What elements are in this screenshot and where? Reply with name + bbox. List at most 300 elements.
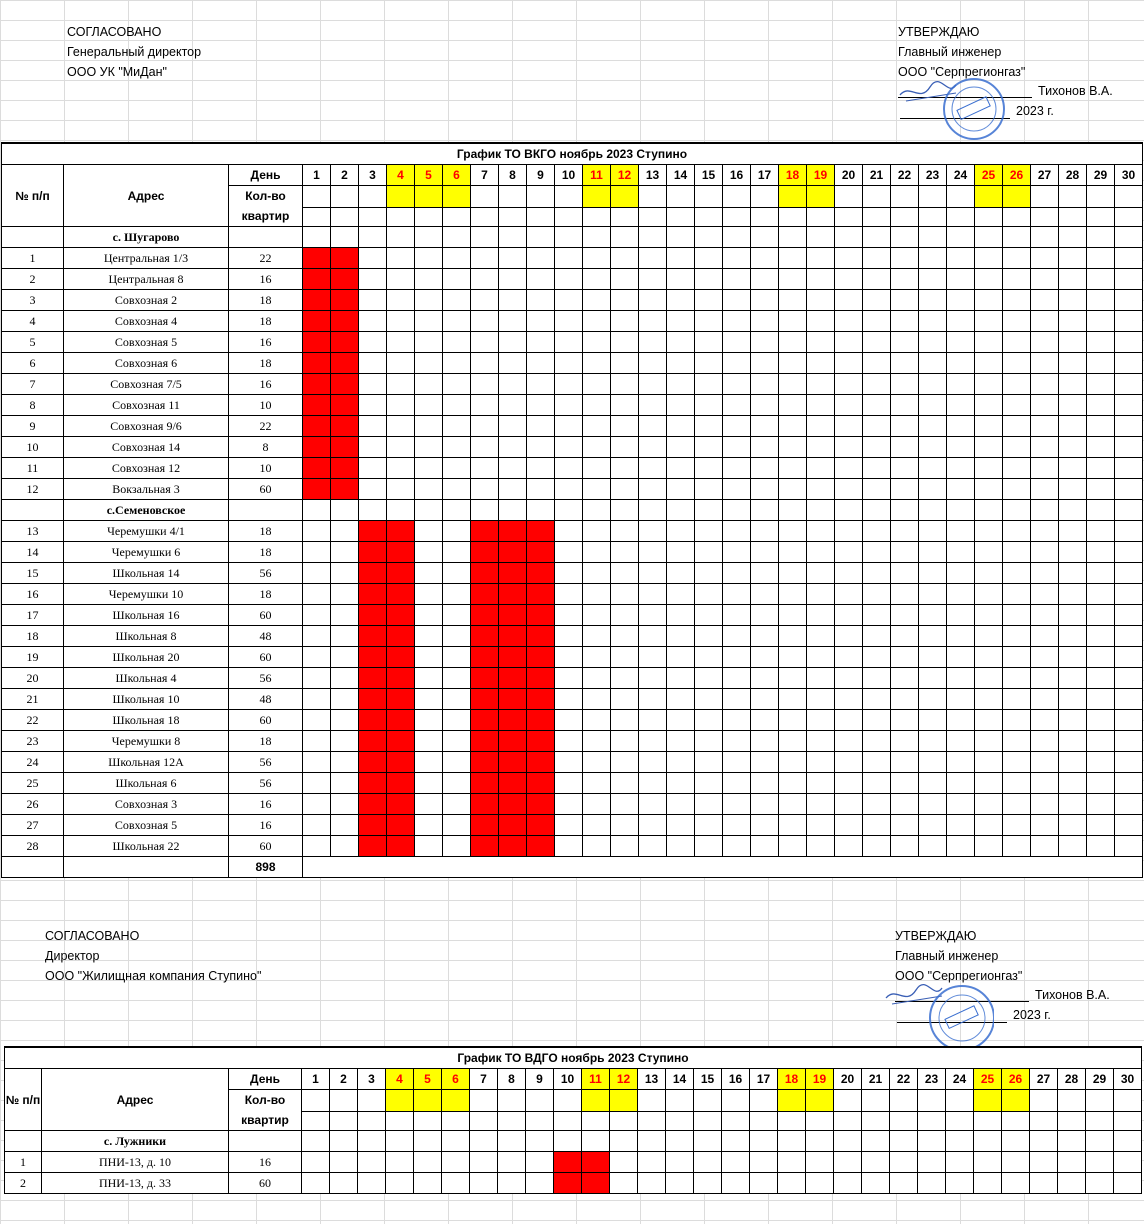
day-cell bbox=[751, 353, 779, 374]
day-cell bbox=[1115, 353, 1143, 374]
row-apartment-count: 18 bbox=[229, 311, 303, 332]
day-cell bbox=[639, 752, 667, 773]
day-cell bbox=[1031, 731, 1059, 752]
row-address: Центральная 1/3 bbox=[64, 248, 229, 269]
scheduled-day-cell bbox=[387, 710, 415, 731]
day-cell bbox=[1059, 269, 1087, 290]
day-cell bbox=[330, 1090, 358, 1112]
total-day-span bbox=[303, 857, 1143, 878]
day-cell bbox=[639, 353, 667, 374]
day-cell bbox=[359, 248, 387, 269]
day-cell bbox=[891, 458, 919, 479]
day-number: 27 bbox=[1030, 1069, 1058, 1090]
table-row bbox=[5, 1152, 1142, 1173]
day-cell bbox=[1059, 500, 1087, 521]
col-header-num: № п/п bbox=[2, 165, 64, 227]
day-cell bbox=[1031, 416, 1059, 437]
day-cell bbox=[555, 186, 583, 208]
day-cell bbox=[387, 416, 415, 437]
day-cell bbox=[1086, 1090, 1114, 1112]
day-cell bbox=[835, 752, 863, 773]
table-row bbox=[2, 437, 1143, 458]
day-cell bbox=[611, 605, 639, 626]
day-cell bbox=[834, 1152, 862, 1173]
day-cell bbox=[302, 1111, 330, 1130]
day-cell bbox=[639, 395, 667, 416]
day-number: 15 bbox=[694, 1069, 722, 1090]
day-cell bbox=[443, 290, 471, 311]
day-cell bbox=[779, 290, 807, 311]
day-cell bbox=[863, 269, 891, 290]
day-cell bbox=[639, 836, 667, 857]
day-cell bbox=[1087, 374, 1115, 395]
day-cell bbox=[722, 1173, 750, 1194]
section-row bbox=[2, 500, 1143, 521]
day-cell bbox=[583, 290, 611, 311]
day-cell bbox=[835, 584, 863, 605]
day-cell bbox=[470, 1131, 498, 1152]
scheduled-day-cell bbox=[554, 1152, 582, 1173]
day-header-row bbox=[2, 165, 1143, 186]
day-cell bbox=[1003, 458, 1031, 479]
day-cell bbox=[666, 1173, 694, 1194]
day-cell bbox=[415, 605, 443, 626]
day-cell bbox=[947, 332, 975, 353]
approver-position: Главный инженер bbox=[895, 949, 999, 963]
day-cell bbox=[751, 731, 779, 752]
day-cell bbox=[723, 458, 751, 479]
day-cell bbox=[414, 1152, 442, 1173]
day-cell bbox=[891, 311, 919, 332]
day-cell bbox=[1059, 207, 1087, 226]
day-cell bbox=[443, 479, 471, 500]
row-address: Совхозная 14 bbox=[64, 437, 229, 458]
day-cell bbox=[555, 269, 583, 290]
day-cell bbox=[835, 521, 863, 542]
row-number: 7 bbox=[2, 374, 64, 395]
day-cell bbox=[498, 1131, 526, 1152]
day-cell bbox=[611, 207, 639, 226]
row-apartment-count: 18 bbox=[229, 290, 303, 311]
day-cell bbox=[639, 374, 667, 395]
scheduled-day-cell bbox=[499, 626, 527, 647]
row-address: Совхозная 3 bbox=[64, 794, 229, 815]
day-cell bbox=[835, 374, 863, 395]
day-cell bbox=[835, 605, 863, 626]
day-cell bbox=[555, 542, 583, 563]
day-cell bbox=[975, 668, 1003, 689]
day-cell bbox=[975, 752, 1003, 773]
day-cell bbox=[583, 332, 611, 353]
day-cell bbox=[779, 248, 807, 269]
day-cell bbox=[975, 353, 1003, 374]
day-cell bbox=[835, 437, 863, 458]
day-cell bbox=[583, 668, 611, 689]
day-cell bbox=[1031, 248, 1059, 269]
day-cell bbox=[1003, 521, 1031, 542]
day-cell bbox=[414, 1111, 442, 1130]
day-cell bbox=[807, 731, 835, 752]
scheduled-day-cell bbox=[359, 542, 387, 563]
day-cell bbox=[1087, 269, 1115, 290]
day-cell bbox=[639, 584, 667, 605]
day-cell bbox=[1115, 836, 1143, 857]
day-cell bbox=[358, 1090, 386, 1112]
day-cell bbox=[582, 1111, 610, 1130]
day-cell bbox=[471, 186, 499, 208]
day-cell bbox=[947, 815, 975, 836]
day-number: 18 bbox=[779, 165, 807, 186]
scheduled-day-cell bbox=[303, 248, 331, 269]
year-label: 2023 г. bbox=[1016, 104, 1054, 118]
day-cell bbox=[947, 647, 975, 668]
day-cell bbox=[695, 710, 723, 731]
day-cell bbox=[779, 752, 807, 773]
day-cell bbox=[947, 416, 975, 437]
day-cell bbox=[303, 731, 331, 752]
day-cell bbox=[667, 836, 695, 857]
day-cell bbox=[499, 227, 527, 248]
day-cell bbox=[807, 374, 835, 395]
row-number: 21 bbox=[2, 689, 64, 710]
table-row bbox=[2, 290, 1143, 311]
day-cell bbox=[583, 186, 611, 208]
day-cell bbox=[471, 437, 499, 458]
row-address: Школьная 12А bbox=[64, 752, 229, 773]
day-cell bbox=[331, 836, 359, 857]
day-cell bbox=[415, 521, 443, 542]
table-row bbox=[2, 815, 1143, 836]
day-cell bbox=[415, 794, 443, 815]
day-cell bbox=[695, 752, 723, 773]
day-cell bbox=[750, 1111, 778, 1130]
day-cell bbox=[667, 563, 695, 584]
day-cell bbox=[330, 1111, 358, 1130]
total-addr-cell bbox=[64, 857, 229, 878]
day-cell bbox=[611, 794, 639, 815]
day-cell bbox=[1087, 500, 1115, 521]
day-cell bbox=[639, 227, 667, 248]
row-address: Школьная 20 bbox=[64, 647, 229, 668]
day-cell bbox=[667, 689, 695, 710]
day-cell bbox=[695, 584, 723, 605]
row-number: 26 bbox=[2, 794, 64, 815]
day-cell bbox=[778, 1131, 806, 1152]
scheduled-day-cell bbox=[303, 269, 331, 290]
day-cell bbox=[947, 710, 975, 731]
day-cell bbox=[723, 710, 751, 731]
day-cell bbox=[331, 647, 359, 668]
day-cell bbox=[1031, 563, 1059, 584]
scheduled-day-cell bbox=[471, 563, 499, 584]
section-num-cell bbox=[5, 1131, 42, 1152]
day-cell bbox=[891, 395, 919, 416]
day-cell bbox=[1031, 374, 1059, 395]
day-cell bbox=[891, 710, 919, 731]
day-cell bbox=[835, 269, 863, 290]
approval-label: СОГЛАСОВАНО bbox=[67, 25, 162, 39]
approver-company: ООО "Серпрегионгаз" bbox=[895, 969, 1023, 983]
day-cell bbox=[499, 458, 527, 479]
day-cell bbox=[471, 248, 499, 269]
day-cell bbox=[583, 731, 611, 752]
day-cell bbox=[947, 353, 975, 374]
day-cell bbox=[415, 416, 443, 437]
day-cell bbox=[387, 227, 415, 248]
day-cell bbox=[723, 332, 751, 353]
day-cell bbox=[303, 563, 331, 584]
day-cell bbox=[918, 1090, 946, 1112]
table-row bbox=[2, 773, 1143, 794]
day-cell bbox=[919, 374, 947, 395]
day-cell bbox=[303, 500, 331, 521]
row-apartment-count: 10 bbox=[229, 395, 303, 416]
day-cell bbox=[611, 311, 639, 332]
day-cell bbox=[1087, 353, 1115, 374]
day-cell bbox=[415, 647, 443, 668]
day-cell bbox=[1115, 290, 1143, 311]
row-number: 15 bbox=[2, 563, 64, 584]
day-cell bbox=[947, 290, 975, 311]
day-cell bbox=[723, 794, 751, 815]
day-cell bbox=[723, 353, 751, 374]
day-number: 18 bbox=[778, 1069, 806, 1090]
day-cell bbox=[975, 605, 1003, 626]
day-cell bbox=[779, 186, 807, 208]
day-number: 23 bbox=[919, 165, 947, 186]
signer-name: Тихонов В.А. bbox=[1038, 84, 1113, 98]
day-cell bbox=[779, 374, 807, 395]
day-cell bbox=[611, 626, 639, 647]
day-cell bbox=[695, 416, 723, 437]
day-cell bbox=[1114, 1152, 1142, 1173]
day-cell bbox=[331, 563, 359, 584]
row-apartment-count: 48 bbox=[229, 689, 303, 710]
day-cell bbox=[583, 416, 611, 437]
day-cell bbox=[442, 1152, 470, 1173]
day-cell bbox=[723, 836, 751, 857]
scheduled-day-cell bbox=[527, 689, 555, 710]
day-cell bbox=[1115, 374, 1143, 395]
day-cell bbox=[919, 416, 947, 437]
day-cell bbox=[471, 227, 499, 248]
row-apartment-count: 56 bbox=[229, 563, 303, 584]
day-cell bbox=[611, 395, 639, 416]
day-cell bbox=[359, 437, 387, 458]
day-cell bbox=[667, 353, 695, 374]
day-cell bbox=[471, 416, 499, 437]
col-header-qty: Кол-во квартир bbox=[229, 186, 303, 227]
day-cell bbox=[331, 207, 359, 226]
day-cell bbox=[1031, 269, 1059, 290]
day-cell bbox=[1031, 500, 1059, 521]
schedule-table-vdgo bbox=[4, 1046, 1142, 1194]
day-cell bbox=[778, 1173, 806, 1194]
day-cell bbox=[834, 1131, 862, 1152]
scheduled-day-cell bbox=[554, 1173, 582, 1194]
day-cell bbox=[1114, 1090, 1142, 1112]
day-cell bbox=[807, 521, 835, 542]
schedule-title: График ТО ВДГО ноябрь 2023 Ступино bbox=[5, 1047, 1142, 1069]
day-cell bbox=[1115, 563, 1143, 584]
day-number: 23 bbox=[918, 1069, 946, 1090]
day-cell bbox=[1115, 647, 1143, 668]
scheduled-day-cell bbox=[499, 689, 527, 710]
day-cell bbox=[1059, 227, 1087, 248]
day-cell bbox=[667, 500, 695, 521]
day-cell bbox=[751, 521, 779, 542]
day-cell bbox=[947, 458, 975, 479]
approver-position: Генеральный директор bbox=[67, 45, 202, 59]
section-name: с. Лужники bbox=[42, 1131, 229, 1152]
day-cell bbox=[863, 773, 891, 794]
row-apartment-count: 48 bbox=[229, 626, 303, 647]
row-number: 12 bbox=[2, 479, 64, 500]
day-cell bbox=[1059, 626, 1087, 647]
day-cell bbox=[1002, 1131, 1030, 1152]
table-row bbox=[2, 647, 1143, 668]
day-cell bbox=[1003, 269, 1031, 290]
day-cell bbox=[1003, 437, 1031, 458]
day-cell bbox=[807, 836, 835, 857]
day-cell bbox=[975, 186, 1003, 208]
row-address: Совхозная 4 bbox=[64, 311, 229, 332]
day-cell bbox=[891, 668, 919, 689]
day-cell bbox=[331, 542, 359, 563]
day-cell bbox=[891, 437, 919, 458]
row-apartment-count: 16 bbox=[229, 332, 303, 353]
day-cell bbox=[303, 689, 331, 710]
day-cell bbox=[1002, 1111, 1030, 1130]
day-cell bbox=[443, 710, 471, 731]
day-cell bbox=[386, 1152, 414, 1173]
day-cell bbox=[1031, 626, 1059, 647]
day-cell bbox=[1115, 437, 1143, 458]
approver-company: ООО "Жилищная компания Ступино" bbox=[45, 969, 262, 983]
day-cell bbox=[807, 248, 835, 269]
day-cell bbox=[639, 563, 667, 584]
day-cell bbox=[1003, 500, 1031, 521]
day-cell bbox=[975, 731, 1003, 752]
day-cell bbox=[835, 186, 863, 208]
day-cell bbox=[974, 1131, 1002, 1152]
day-cell bbox=[1087, 479, 1115, 500]
day-cell bbox=[778, 1152, 806, 1173]
day-cell bbox=[695, 794, 723, 815]
day-cell bbox=[555, 248, 583, 269]
day-cell bbox=[555, 668, 583, 689]
day-cell bbox=[639, 479, 667, 500]
day-cell bbox=[779, 500, 807, 521]
scheduled-day-cell bbox=[499, 542, 527, 563]
day-cell bbox=[639, 416, 667, 437]
day-cell bbox=[1087, 332, 1115, 353]
day-cell bbox=[919, 290, 947, 311]
col-header-address: Адрес bbox=[42, 1069, 229, 1131]
row-address: Центральная 8 bbox=[64, 269, 229, 290]
day-cell bbox=[891, 248, 919, 269]
day-cell bbox=[1115, 248, 1143, 269]
day-cell bbox=[1002, 1090, 1030, 1112]
day-cell bbox=[638, 1131, 666, 1152]
day-cell bbox=[583, 794, 611, 815]
approve-label: УТВЕРЖДАЮ bbox=[895, 929, 977, 943]
day-cell bbox=[918, 1173, 946, 1194]
day-cell bbox=[751, 186, 779, 208]
day-cell bbox=[331, 521, 359, 542]
row-address: Совхозная 7/5 bbox=[64, 374, 229, 395]
day-cell bbox=[303, 626, 331, 647]
day-cell bbox=[527, 207, 555, 226]
day-cell bbox=[723, 479, 751, 500]
day-cell bbox=[975, 207, 1003, 226]
day-cell bbox=[1059, 332, 1087, 353]
day-cell bbox=[527, 416, 555, 437]
day-cell bbox=[610, 1152, 638, 1173]
section-row bbox=[2, 227, 1143, 248]
day-cell bbox=[975, 815, 1003, 836]
table-row bbox=[2, 416, 1143, 437]
day-cell bbox=[1003, 752, 1031, 773]
day-cell bbox=[555, 710, 583, 731]
approval-label: СОГЛАСОВАНО bbox=[45, 929, 140, 943]
day-cell bbox=[442, 1173, 470, 1194]
day-cell bbox=[947, 836, 975, 857]
day-cell bbox=[723, 186, 751, 208]
day-cell bbox=[751, 248, 779, 269]
row-apartment-count: 60 bbox=[229, 1173, 302, 1194]
day-cell bbox=[527, 186, 555, 208]
row-apartment-count: 18 bbox=[229, 542, 303, 563]
scheduled-day-cell bbox=[582, 1173, 610, 1194]
day-cell bbox=[583, 836, 611, 857]
table-row bbox=[2, 248, 1143, 269]
scheduled-day-cell bbox=[359, 836, 387, 857]
day-cell bbox=[667, 227, 695, 248]
day-cell bbox=[1087, 647, 1115, 668]
day-cell bbox=[863, 731, 891, 752]
day-cell bbox=[946, 1090, 974, 1112]
day-cell bbox=[1087, 605, 1115, 626]
day-cell bbox=[835, 710, 863, 731]
day-cell bbox=[975, 794, 1003, 815]
day-cell bbox=[863, 647, 891, 668]
day-cell bbox=[1058, 1152, 1086, 1173]
day-cell bbox=[471, 458, 499, 479]
day-cell bbox=[471, 269, 499, 290]
day-number: 9 bbox=[527, 165, 555, 186]
day-cell bbox=[1031, 794, 1059, 815]
day-number: 8 bbox=[498, 1069, 526, 1090]
day-cell bbox=[303, 207, 331, 226]
day-cell bbox=[583, 311, 611, 332]
day-cell bbox=[415, 458, 443, 479]
section-name: с. Шугарово bbox=[64, 227, 229, 248]
day-cell bbox=[919, 500, 947, 521]
scheduled-day-cell bbox=[471, 605, 499, 626]
day-cell bbox=[583, 207, 611, 226]
day-cell bbox=[751, 458, 779, 479]
day-number: 24 bbox=[947, 165, 975, 186]
row-address: Школьная 6 bbox=[64, 773, 229, 794]
day-cell bbox=[359, 290, 387, 311]
day-cell bbox=[1087, 542, 1115, 563]
schedule-title: График ТО ВКГО ноябрь 2023 Ступино bbox=[2, 143, 1143, 165]
day-cell bbox=[863, 752, 891, 773]
day-cell bbox=[415, 437, 443, 458]
day-cell bbox=[443, 248, 471, 269]
day-number: 14 bbox=[667, 165, 695, 186]
